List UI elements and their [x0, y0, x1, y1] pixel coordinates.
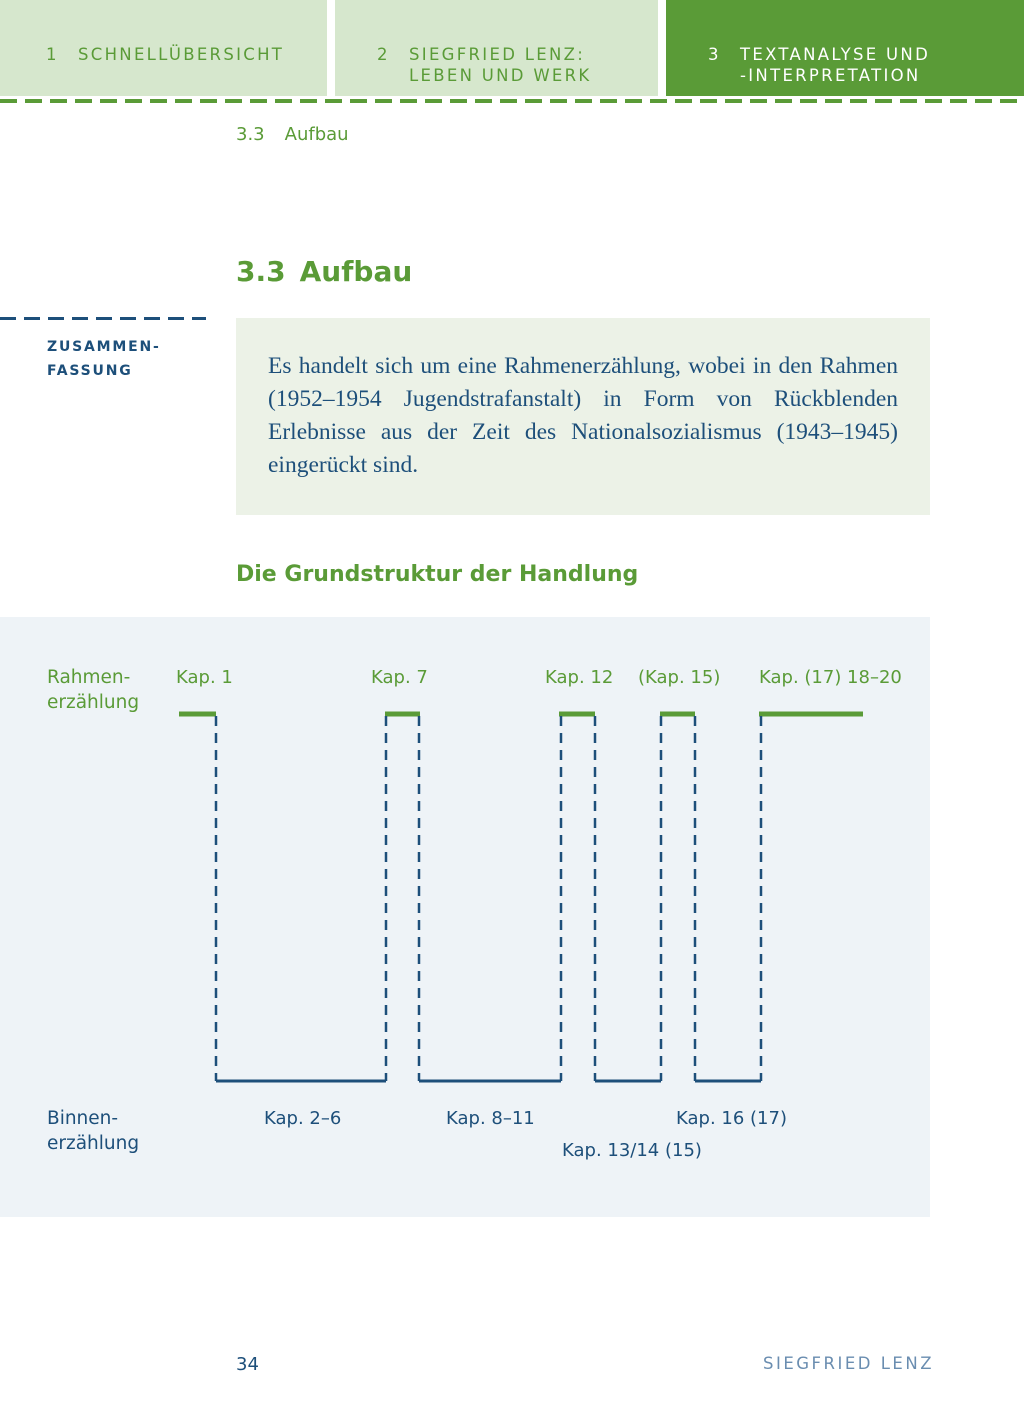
sidebar-label: ZUSAMMEN- FASSUNG	[47, 339, 161, 379]
rahmen-chapter-label: (Kap. 15)	[638, 667, 721, 688]
tab-number: 3	[708, 45, 721, 64]
binnen-chapter-label: Kap. 16 (17)	[676, 1108, 787, 1129]
breadcrumb-number: 3.3	[236, 124, 265, 145]
binnen-chapter-label: Kap. 13/14 (15)	[562, 1140, 702, 1161]
transition-lines	[216, 716, 761, 1081]
rahmen-chapter-label: Kap. (17) 18–20	[759, 667, 902, 688]
tab-label: TEXTANALYSE UND -INTERPRETATION	[740, 45, 931, 85]
breadcrumb-label: Aufbau	[284, 124, 349, 145]
binnen-chapter-label: Kap. 2–6	[264, 1108, 342, 1129]
rahmen-chapter-label: Kap. 1	[176, 667, 233, 688]
diagram-title: Die Grundstruktur der Handlung	[236, 562, 639, 587]
tab-number: 1	[46, 45, 59, 64]
tab-label: SCHNELLÜBERSICHT	[78, 45, 285, 64]
page-number: 34	[236, 1354, 259, 1375]
rahmen-chapter-label: Kap. 12	[545, 667, 614, 688]
summary-text: Es handelt sich um eine Rahmenerzählung, wobei in den Rahmen (1952–1954 Jugendstrafanstalt) in Form von Rückblenden Erlebnisse aus der Zeit des Nationalsozialismus (1943–1945) eingerückt sind.	[268, 353, 898, 478]
running-footer-author: SIEGFRIED LENZ	[762, 1354, 934, 1373]
binnen-label: Binnen- erzählung	[47, 1108, 140, 1154]
binnen-chapter-label: Kap. 8–11	[446, 1108, 535, 1129]
section-title: Aufbau	[299, 255, 413, 288]
rahmen-label: Rahmen- erzählung	[47, 667, 140, 713]
tab-number: 2	[377, 45, 390, 64]
tab-label: SIEGFRIED LENZ: LEBEN UND WERK	[409, 45, 592, 85]
rahmen-chapter-label: Kap. 7	[371, 667, 428, 688]
section-number: 3.3	[236, 255, 286, 288]
